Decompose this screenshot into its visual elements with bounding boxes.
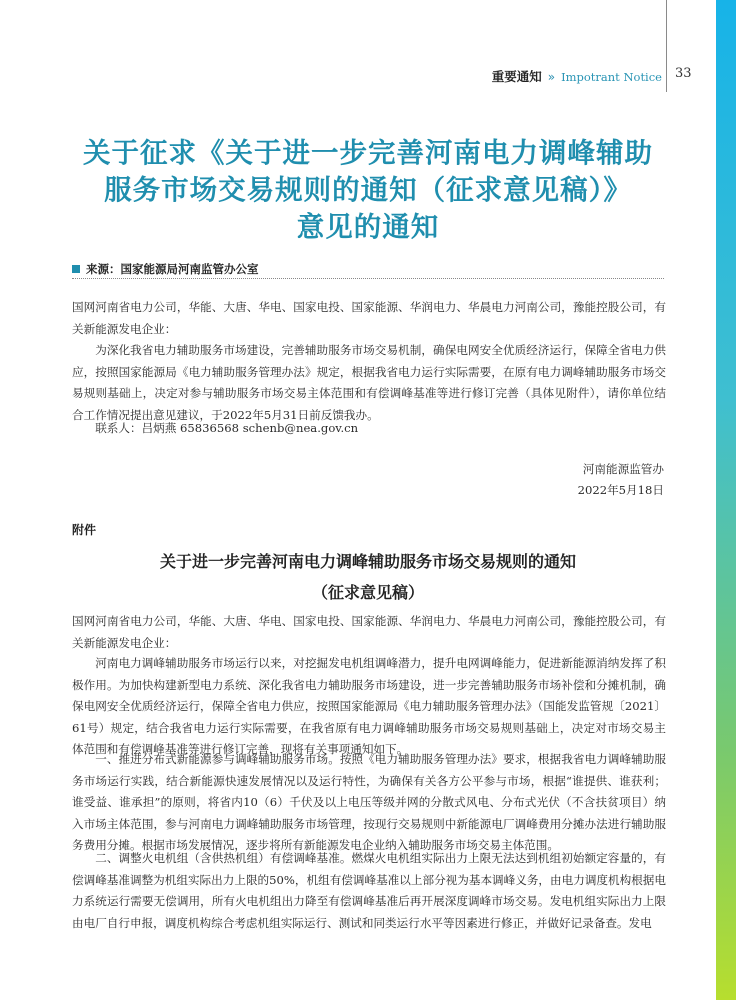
issuer: 河南能源监管办 bbox=[582, 462, 664, 476]
attachment-title-line-2: （征求意见稿） bbox=[311, 583, 424, 602]
notice-addressees: 国网河南省电力公司，华能、大唐、华电、国家电投、国家能源、华润电力、华晨电力河南公司，豫能控股公司，有关新能源发电企业： bbox=[72, 300, 666, 336]
section-label: 重要通知 bbox=[491, 69, 542, 84]
source-text: 来源：国家能源局河南监管办公室 bbox=[86, 262, 259, 276]
attachment-label: 附件 bbox=[72, 523, 97, 537]
notice-body: 为深化我省电力辅助服务市场建设，完善辅助服务市场交易机制，确保电网安全优质经济运行，保障全省电力供应，按照国家能源局《电力辅助服务管理办法》规定，根据我省电力运行实际需要，在原有电力调峰辅助服务市场交易规则基础上，决定对参与辅助服务市场交易主体范围和有偿调峰基准等进行修订完善（具体见附件），请你单位结合工作情况提出意见建议，于2022年5月31日前反馈我办。 bbox=[72, 343, 666, 422]
issue-date: 2022年5月18日 bbox=[577, 483, 664, 497]
title-line-3: 意见的通知 bbox=[296, 211, 440, 243]
article-title bbox=[40, 135, 696, 246]
section-label-en: Impotrant Notice bbox=[561, 70, 662, 84]
notice-contact: 联系人：吕炳燕 65836568 schenb@nea.gov.cn bbox=[95, 421, 359, 435]
attachment-addressees: 国网河南省电力公司，华能、大唐、华电、国家电投、国家能源、华润电力、华晨电力河南公司，豫能控股公司，有关新能源发电企业： bbox=[72, 614, 666, 650]
running-header bbox=[492, 67, 662, 85]
attachment-item-2: 二、调整火电机组（含供热机组）有偿调峰基准。燃煤火电机组实际出力上限无法达到机组初始额定容量的，有偿调峰基准调整为机组实际出力上限的50%，机组有偿调峰基准以上部分视为基本调峰义务，由电力调度机构根据电力系统运行需要无偿调用，所有火电机组出力降至有偿调峰基准后再开展深度调峰市场交易。发电机组实际出力上限由电厂自行申报，调度机构综合考虑机组实际运行、测试和同类运行水平等因素进行修正，并做好记录备查。发电 bbox=[72, 851, 666, 930]
title-line-2: 服务市场交易规则的通知（征求意见稿）》 bbox=[104, 174, 632, 206]
chevron-icon: » bbox=[547, 70, 556, 84]
square-bullet-icon bbox=[72, 265, 80, 273]
dotted-divider bbox=[72, 278, 664, 279]
attachment-title-line-1: 关于进一步完善河南电力调峰辅助服务市场交易规则的通知 bbox=[159, 552, 576, 571]
title-line-1: 关于征求《关于进一步完善河南电力调峰辅助 bbox=[83, 137, 653, 169]
header-divider-line bbox=[666, 0, 667, 92]
attachment-item-1: 一、推进分布式新能源参与调峰辅助服务市场。按照《电力辅助服务管理办法》要求，根据我省电力调峰辅助服务市场运行实践，结合新能源快速发展情况以及运行特性，为确保有关各方公平参与市场，根据“谁提供、谁获利；谁受益、谁承担”的原则，将省内10（6）千伏及以上电压等级并网的分散式风电、分布式光伏（不含扶贫项目）纳入市场主体范围，参与河南电力调峰辅助服务市场管理，按现行交易规则中新能源电厂调峰费用分摊办法进行辅助服务费用分摊。根据市场发展情况，逐步将所有新能源发电企业纳入辅助服务市场交易主体范围。 bbox=[72, 752, 666, 852]
source-line bbox=[72, 261, 259, 277]
decorative-gradient-bar bbox=[716, 0, 736, 1000]
attachment-intro: 河南电力调峰辅助服务市场运行以来，对挖掘发电机组调峰潜力，提升电网调峰能力，促进新能源消纳发挥了积极作用。为加快构建新型电力系统、深化我省电力辅助服务市场建设，进一步完善辅助服务市场补偿和分摊机制，确保电网安全优质经济运行，保障全省电力供应，按照国家能源局《电力辅助服务管理办法》（国能发监管规〔2021〕61号）规定，结合我省电力运行实际需要，在我省原有电力调峰辅助服务市场交易规则基础上，决定对市场交易主体范围和有偿调峰基准等进行修订完善，现将有关事项通知如下。 bbox=[72, 656, 666, 756]
page-number: 33 bbox=[675, 66, 692, 81]
